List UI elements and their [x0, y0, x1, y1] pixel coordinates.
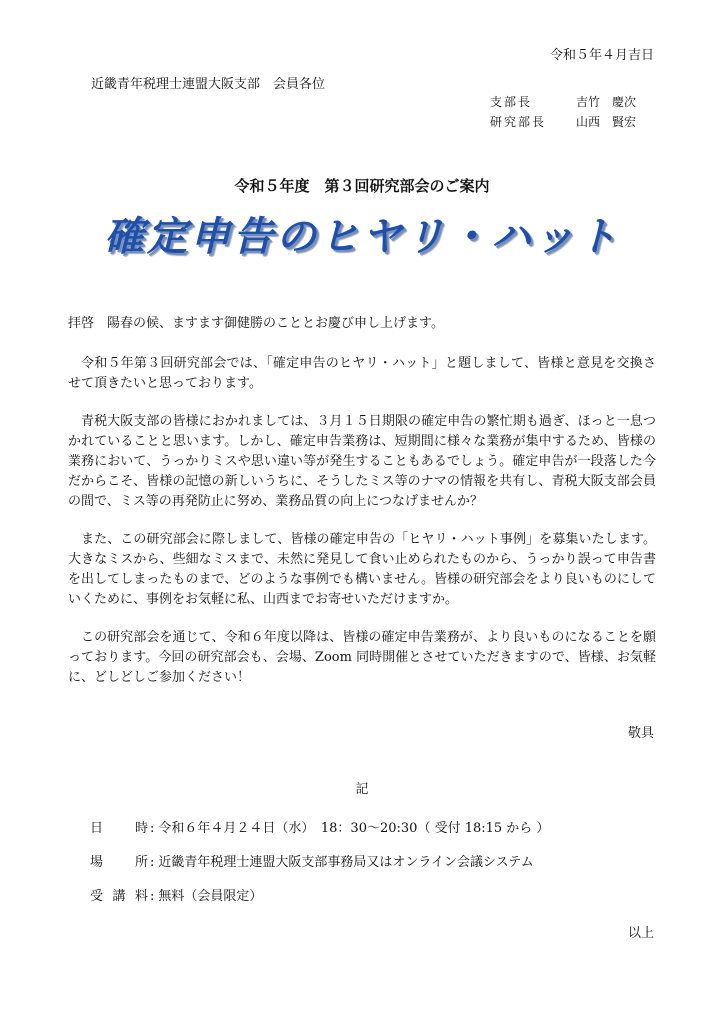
- detail-separator: :: [150, 855, 155, 870]
- sender-name: 山西 賢宏: [576, 115, 637, 129]
- document-date: 令和５年４月吉日: [549, 48, 654, 63]
- recipient-line: 近畿青年税理士連盟大阪支部 会員各位: [91, 77, 326, 92]
- detail-label: 場 所: [90, 855, 148, 870]
- greeting-line: 拝啓 陽春の候、ますます御健勝のこととお慶び申し上げます。: [68, 316, 444, 331]
- sender-block: [490, 92, 676, 132]
- detail-value: 無料（会員限定）: [158, 889, 263, 904]
- detail-row-fee: [90, 880, 549, 914]
- detail-value: 近畿青年税理士連盟大阪支部事務局又はオンライン会議システム: [158, 855, 534, 870]
- sender-row: [490, 112, 676, 132]
- body-paragraph: 令和５年第３回研究部会では、「確定申告のヒヤリ・ハット」と題しまして、皆様と意見を交換させて頂きたいと思っております。: [68, 356, 656, 391]
- details-heading: 記: [355, 782, 369, 797]
- body-text: [68, 354, 656, 706]
- detail-separator: :: [150, 821, 155, 836]
- detail-value: 令和６年４月２４日（水） 18：30〜20:30（ 受付 18:15 から ）: [158, 821, 550, 836]
- closing-keigu: 敬具: [627, 726, 654, 741]
- detail-row-datetime: [90, 812, 549, 846]
- sender-role: 支部長: [490, 95, 533, 109]
- body-paragraph: この研究部会を通じて、令和６年度以降は、皆様の確定申告業務が、より良いものになることを願っております。今回の研究部会も、会場、Zoom 同時開催とさせていただきますので、皆様、お気軽に、どしどしご参加ください！: [68, 630, 656, 685]
- sender-name: 吉竹 慶次: [576, 95, 637, 109]
- detail-label: 日 時: [90, 821, 148, 836]
- detail-separator: :: [150, 889, 155, 904]
- document-subtitle: 令和５年度 第３回研究部会のご案内: [234, 177, 490, 195]
- body-paragraph: また、この研究部会に際しまして、皆様の確定申告の「ヒヤリ・ハット事例」を募集いたします。大きなミスから、些細なミスまで、未然に発見して食い止められたものから、うっかり誤って申告書を出してしまったものまで、どのような事例でも構いません。皆様の研究部会をより良いものにしていくために、事例をお気軽に私、山西までお寄せいただけますか。: [68, 532, 656, 607]
- detail-label: 受講料: [90, 889, 148, 904]
- details-list: [90, 812, 549, 914]
- detail-row-venue: [90, 846, 549, 880]
- banner-title: 確定申告のヒヤリ・ハット: [104, 214, 620, 260]
- body-paragraph: 青税大阪支部の皆様におかれましては、３月１５日期限の確定申告の繁忙期も過ぎ、ほっと一息つかれていることと思います。しかし、確定申告業務は、短期間に様々な業務が集中するため、皆様の業務において、うっかりミスや思い違い等が発生することもあるでしょう。確定申告が一段落した今だからこそ、皆様の記憶の新しいうちに、そうしたミス等のナマの情報を共有し、青税大阪支部会員の間で、ミス等の再発防止に努め、業務品質の向上につなげませんか？: [68, 414, 656, 509]
- end-mark: 以上: [627, 926, 654, 941]
- sender-role: 研究部長: [490, 115, 547, 129]
- sender-row: [490, 92, 676, 112]
